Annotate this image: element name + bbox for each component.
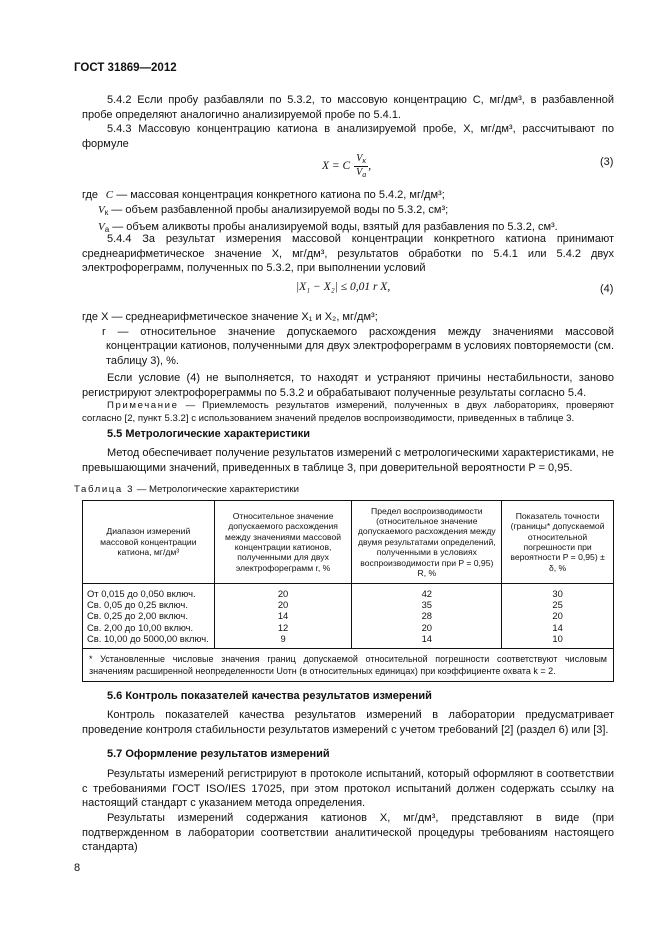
legend-symbol-va-sub: а [104,225,110,235]
formula-4: |X₁ − X₂| ≤ 0,01 r X, [296,281,391,293]
heading-5-7: 5.7 Оформление результатов измерений [107,748,330,760]
paragraph-5-6: Контроль показателей качества результатов измерений в лаборатории предусматривает проведение контроля стабильности результатов измерений с учетом требований [2] (раздел 6) или [3]. [82,709,614,736]
paragraph-condition: Если условие (4) не выполняется, то находят и устраняют причины нестабильности, заново регистрируют электрофореграммы по 5.3.2 и обрабатывают полученные результаты согласно 5.4. [82,372,614,399]
formula-3 [322,153,371,180]
equation-number-3: (3) [600,156,614,168]
cell-delta-values: 30 25 20 14 10 [502,584,614,649]
legend-text-va: — объем аликвоты пробы анализируемой воды, взятый для разбавления по 5.3.2, см³. [112,221,558,234]
paragraph-5-7b: Результаты измерений содержания катионов X, мг/дм³, представляют в виде (при подтвержденном в лаборатории соответствии аналитической процедуры требованиям настоящего стандарта) [82,812,614,854]
paragraph-5-7a: Результаты измерений регистрируют в протоколе испытаний, который оформляют в соответствии с требованиями ГОСТ ISO/IES 17025, при этом протокол испытаний должен содержать ссылку на настоящий стандарт с указанием метода определения. [82,768,614,810]
legend-text-vk: — объем разбавленной пробы анализируемой воды по 5.3.2, см³; [111,203,449,216]
note [82,400,614,425]
table-header-row [83,501,614,584]
header-reproducibility: Предел воспроизводимости (относительное значение допускаемого расхождения между двумя результатами определений, полученными в условиях воспроизводимости при P = 0,95) R, % [352,501,502,584]
formula-3-numerator-sub: к [362,156,367,165]
note-label: Примечание [107,400,179,411]
legend-item-c [82,188,614,203]
table-footnote-row [83,649,614,682]
table-3 [82,500,614,682]
legend-item-r: r — относительное значение допускаемого расхождения между значениями массовой концентрации катионов, полученными для двух электрофореграмм в условиях повторяемости (см. таблицу 3), %. [102,325,615,367]
table-3-caption [74,484,299,495]
cell-ranges: От 0,015 до 0,050 включ. Св. 0,05 до 0,25 включ. Св. 0,25 до 2,00 включ. Св. 2,00 до 10,00 включ. Св. 10,00 до 5000,00 включ. [83,584,215,649]
note-text: — Приемлемость результатов измерений, полученных в двух лабораториях, проверяют согласно [2, пункт 5.3.2] с использованием значений пределов воспроизводимости, приведенных в таблице 3. [82,400,614,424]
header-repeatability: Относительное значение допускаемого расхождения между значениями массовой концентрации катионов, полученными для двух электрофореграмм r, % [214,501,352,584]
table-row [83,584,614,649]
document-header: ГОСТ 31869—2012 [74,62,177,74]
page-number: 8 [74,862,81,874]
legend-symbol-c: C [105,189,114,201]
header-accuracy: Показатель точности (границы* допускаемой относительной погрешности при вероятности P = 0,95) ± δ, % [502,501,614,584]
paragraph-5-4-2: 5.4.2 Если пробу разбавляли по 5.3.2, то массовую концентрацию C, мг/дм³, в разбавленной пробе определяют аналогично анализируемой пробе по 5.4.1. [82,94,614,121]
heading-5-6: 5.6 Контроль показателей качества результатов измерений [107,690,432,702]
paragraph-5-4-3: 5.4.3 Массовую концентрацию катиона в анализируемой пробе, X, мг/дм³, рассчитывают по формуле [82,123,614,150]
formula-4-legend [82,310,614,368]
legend-intro: где [82,189,99,201]
table-footnote: * Установленные числовые значения границ допускаемой относительной погрешности соответствуют числовым значениям расширенной неопределенности Uотн (в относительных единицах) при коэффициенте охвата k = 2. [83,649,614,682]
table-3-caption-label: Таблица 3 [74,484,135,495]
formula-3-numerator: V [356,153,363,164]
legend-symbol-vk: V [98,203,105,216]
legend-item-xbar: где X — среднеарифметическое значение X₁ и X₂, мг/дм³; [82,311,378,323]
heading-5-5: 5.5 Метрологические характеристики [107,428,310,440]
legend-symbol-va: V [98,221,105,234]
legend-item-vk [82,203,614,221]
equation-number-4: (4) [600,283,614,295]
cell-R-values: 42 35 28 20 14 [352,584,502,649]
table-3-caption-text: — Метрологические характеристики [136,484,299,495]
formula-3-denominator-sub: а [362,170,367,179]
formula-3-tail: , [368,160,372,173]
legend-text-c: — массовая концентрация конкретного катиона по 5.4.2, мг/дм³; [116,189,445,201]
formula-3-legend [82,188,614,238]
formula-3-denominator: V [356,167,363,178]
paragraph-5-5: Метод обеспечивает получение результатов измерений с метрологическими характеристиками, не превышающими значений, приведенных в таблице 3, при доверительной вероятности P = 0,95. [82,447,614,474]
cell-r-values: 20 20 14 12 9 [214,584,352,649]
header-range: Диапазон измерений массовой концентрации катиона, мг/дм³ [83,501,215,584]
formula-3-lhs: X = C [322,160,351,173]
legend-symbol-vk-sub: к [104,207,109,217]
paragraph-5-4-4: 5.4.4 За результат измерения массовой концентрации конкретного катиона принимают среднеарифметическое значение X, мг/дм³, результатов обработки по 5.4.1 или 5.4.2 двух электрофореграмм, полученных по 5.3.2, при выполнении условий [82,233,614,275]
